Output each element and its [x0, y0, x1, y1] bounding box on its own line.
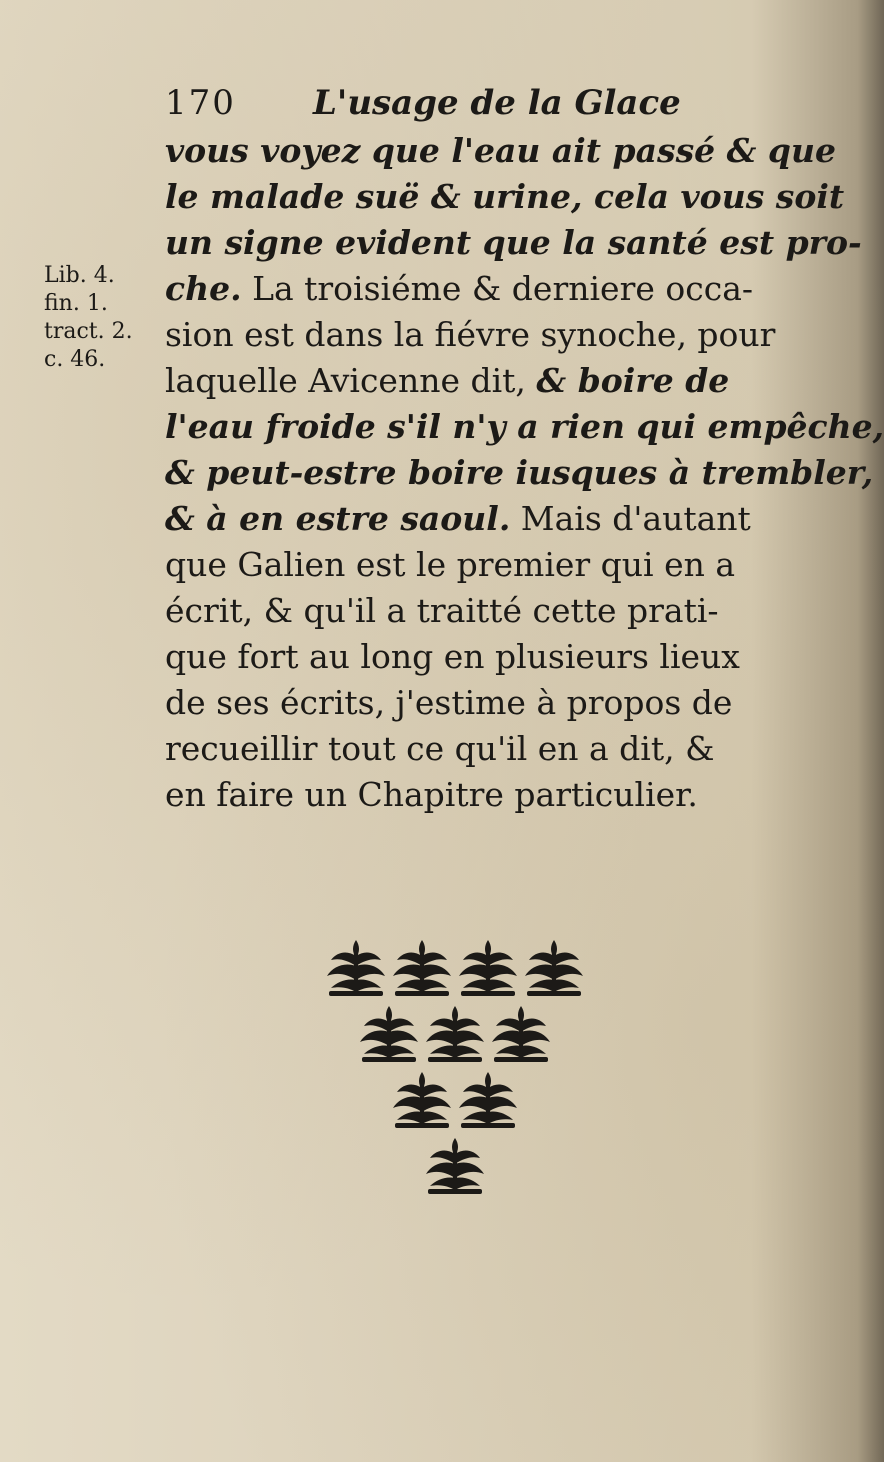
- running-title: L'usage de la Glace: [313, 83, 681, 123]
- page-header: [165, 80, 685, 126]
- roman-text: laquelle Avicenne dit,: [165, 361, 537, 400]
- text-line: [165, 726, 755, 772]
- text-line: [165, 128, 836, 174]
- text-line: [165, 266, 755, 312]
- fleuron-icon: [426, 1006, 484, 1062]
- text-line: [165, 312, 776, 358]
- text-line: [165, 174, 845, 220]
- italic-text: & à en estre saoul.: [165, 499, 511, 538]
- roman-text: en faire un Chapitre particulier.: [165, 775, 698, 814]
- text-line: [165, 772, 755, 818]
- roman-text: La troisiéme & derniere occa-: [241, 269, 754, 308]
- margin-note: Lib. 4.: [44, 263, 115, 288]
- body-text: [165, 128, 884, 818]
- roman-text: Mais d'autant: [510, 499, 751, 538]
- text-line: [165, 680, 755, 726]
- text-line: [165, 542, 755, 588]
- roman-text: de ses écrits, j'estime à propos de: [165, 683, 733, 722]
- fleuron-ornament: [322, 934, 588, 1199]
- roman-text: que fort au long en plusieurs lieux: [165, 637, 740, 676]
- fleuron-icon: [393, 940, 451, 996]
- italic-text: & peut-estre boire iusques à trembler,: [165, 453, 874, 492]
- margin-note: fin. 1.: [44, 291, 108, 316]
- text-line: [165, 220, 862, 266]
- fleuron-icon: [459, 1072, 517, 1128]
- margin-note: tract. 2.: [44, 319, 133, 344]
- italic-text: vous voyez que l'eau ait passé & que: [165, 131, 836, 170]
- fleuron-icon: [360, 1006, 418, 1062]
- italic-text: un signe evident que la santé est pro-: [165, 223, 862, 262]
- italic-text: l'eau froide s'il n'y a rien qui empêche,: [165, 407, 884, 446]
- roman-text: écrit, & qu'il a traitté cette prati-: [165, 591, 719, 630]
- fleuron-icon: [525, 940, 583, 996]
- text-line: [165, 496, 755, 542]
- roman-text: sion est dans la fiévre synoche, pour: [165, 315, 776, 354]
- text-line: [165, 588, 755, 634]
- roman-text: recueillir tout ce qu'il en a dit, &: [165, 729, 715, 768]
- text-line: [165, 450, 874, 496]
- fleuron-icon: [393, 1072, 451, 1128]
- page-number: 170: [165, 83, 236, 123]
- italic-text: le malade suë & urine, cela vous soit: [165, 177, 845, 216]
- fleuron-icon: [459, 940, 517, 996]
- fleuron-icon: [492, 1006, 550, 1062]
- italic-text: che.: [165, 269, 242, 308]
- margin-notes: [44, 262, 156, 374]
- fleuron-icon: [327, 940, 385, 996]
- fleuron-icon: [426, 1138, 484, 1194]
- italic-text: & boire de: [536, 361, 730, 400]
- text-line: [165, 358, 755, 404]
- roman-text: que Galien est le premier qui en a: [165, 545, 736, 584]
- text-line: [165, 634, 755, 680]
- margin-note: c. 46.: [44, 347, 106, 372]
- text-line: [165, 404, 884, 450]
